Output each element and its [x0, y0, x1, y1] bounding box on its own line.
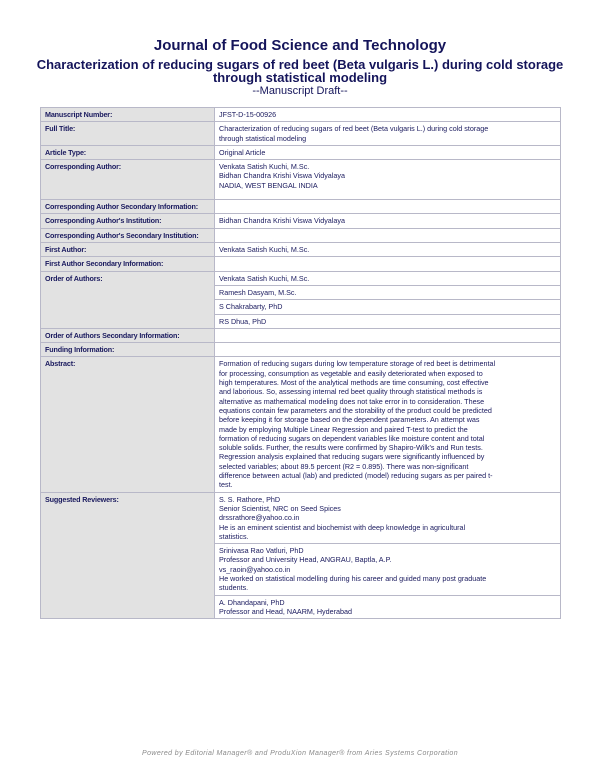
abstract-line: soluble solids. Further, the results were confirmed by Shapiro-Wilk's and Run tests. [219, 443, 483, 453]
field-label: Corresponding Author's Secondary Institution: [41, 228, 215, 242]
abstract-line: high temperatures. Most of the analytical methods are time consuming, cost effective [219, 378, 489, 388]
field-label: Suggested Reviewers: [41, 492, 215, 619]
abstract-line: selected variables; about 89.5 percent (R2 = 0.895). There was non-significant [219, 461, 469, 471]
abstract-line: test. [219, 480, 233, 490]
reviewer-affiliation: Professor and Head, NAARM, Hyderabad [219, 606, 353, 616]
row-corr-institution [41, 214, 561, 228]
row-order-of-authors [41, 271, 561, 285]
footer-credit: Powered by Editorial Manager® and ProduXion Manager® from Aries Systems Corporation [142, 750, 458, 757]
row-article-type [41, 145, 561, 159]
field-label: Order of Authors: [41, 271, 215, 328]
corr-secondary-value [215, 200, 561, 214]
reviewer-entry [215, 492, 561, 543]
field-label: Corresponding Author Secondary Information: [41, 200, 215, 214]
author-entry: Ramesh Dasyam, M.Sc. [215, 285, 561, 299]
field-label: Manuscript Number: [41, 108, 215, 122]
manuscript-metadata-table [40, 107, 561, 619]
reviewer-entry [215, 544, 561, 595]
reviewer-reason: He is an eminent scientist and biochemist with deep knowledge in agricultural [219, 522, 466, 532]
author-entry: Venkata Satish Kuchi, M.Sc. [215, 271, 561, 285]
reviewer-reason: statistics. [219, 531, 249, 541]
row-first-author [41, 243, 561, 257]
author-entry: RS Dhua, PhD [215, 314, 561, 328]
draft-label: --Manuscript Draft-- [252, 85, 348, 97]
abstract-line: Regression analysis explained that reducing sugars were significantly influenced by [219, 452, 485, 462]
abstract-line: made by employing Multiple Linear Regression and paired T-test to predict the [219, 424, 468, 434]
abstract-line: and laborious. So, assessing internal red beet quality through statistical methods is [219, 387, 483, 397]
field-label: Abstract: [41, 357, 215, 492]
reviewer-name: A. Dhandapani, PhD [219, 597, 285, 607]
abstract-line: alternative as mathematical modeling does not take error in to consideration. These [219, 396, 485, 406]
full-title-value [215, 122, 561, 146]
funding-value [215, 343, 561, 357]
row-order-secondary [41, 328, 561, 342]
first-author-value: Venkata Satish Kuchi, M.Sc. [215, 243, 561, 257]
reviewer-affiliation: Senior Scientist, NRC on Seed Spices [219, 503, 341, 513]
field-label: Order of Authors Secondary Information: [41, 328, 215, 342]
reviewer-entry [215, 595, 561, 619]
corr-institution-value: Bidhan Chandra Krishi Viswa Vidyalaya [215, 214, 561, 228]
field-label: Funding Information: [41, 343, 215, 357]
abstract-line: Formation of reducing sugars during low temperature storage of red beet is detrimental [219, 359, 496, 369]
title-line: Characterization of reducing sugars of red beet (Beta vulgaris L.) during cold storage [36, 57, 564, 72]
abstract-line: equations contain few parameters and the storability of the product could be predicted [219, 405, 492, 415]
text-line: Characterization of reducing sugars of red beet (Beta vulgaris L.) during cold storage [219, 124, 489, 134]
text-line: through statistical modeling [219, 133, 307, 143]
manuscript-number-value: JFST-D-15-00926 [215, 108, 561, 122]
field-label: Corresponding Author's Institution: [41, 214, 215, 228]
abstract-line: formation of reducing sugars on dependent variables like moisture content and total [219, 433, 485, 443]
row-abstract [41, 357, 561, 492]
reviewer-email: drssrathore@yahoo.co.in [219, 513, 300, 523]
corresponding-author-value [215, 160, 561, 200]
manuscript-title [30, 58, 570, 84]
order-secondary-value [215, 328, 561, 342]
author-entry: S Chakrabarty, PhD [215, 300, 561, 314]
reviewer-name: Srinivasa Rao Vatluri, PhD [219, 546, 304, 556]
field-label: First Author: [41, 243, 215, 257]
field-label: Corresponding Author: [41, 160, 215, 200]
field-label: First Author Secondary Information: [41, 257, 215, 271]
reviewer-reason: He worked on statistical modelling during his career and guided many post graduate [219, 573, 487, 583]
article-type-value: Original Article [215, 145, 561, 159]
row-funding [41, 343, 561, 357]
journal-name: Journal of Food Science and Technology [153, 37, 447, 54]
abstract-line: before keeping it for storage based on the dependent parameters. An attempt was [219, 415, 480, 425]
row-manuscript-number [41, 108, 561, 122]
corr-secondary-institution-value [215, 228, 561, 242]
field-label: Full Title: [41, 122, 215, 146]
row-corresponding-author [41, 160, 561, 200]
reviewer-name: S. S. Rathore, PhD [219, 494, 281, 504]
row-suggested-reviewers [41, 492, 561, 543]
reviewer-email: vs_raoin@yahoo.co.in [219, 564, 291, 574]
abstract-line: for processing, consumption as vegetable and easily deteriorated when exposed to [219, 368, 483, 378]
text-line: Bidhan Chandra Krishi Viswa Vidyalaya [219, 171, 345, 181]
text-line: NADIA, WEST BENGAL INDIA [219, 180, 318, 190]
field-label: Article Type: [41, 145, 215, 159]
text-line: Venkata Satish Kuchi, M.Sc. [219, 162, 310, 172]
abstract-value [215, 357, 561, 492]
reviewer-affiliation: Professor and University Head, ANGRAU, Baptla, A.P. [219, 555, 392, 565]
reviewer-reason: students. [219, 583, 249, 593]
row-first-author-secondary [41, 257, 561, 271]
row-corr-secondary-institution [41, 228, 561, 242]
row-full-title [41, 122, 561, 146]
first-author-secondary-value [215, 257, 561, 271]
title-line: through statistical modeling [212, 70, 388, 85]
abstract-line: difference between actual (lab) and predicted (model) reducing sugars as per paired t- [219, 471, 493, 481]
row-corr-secondary [41, 200, 561, 214]
